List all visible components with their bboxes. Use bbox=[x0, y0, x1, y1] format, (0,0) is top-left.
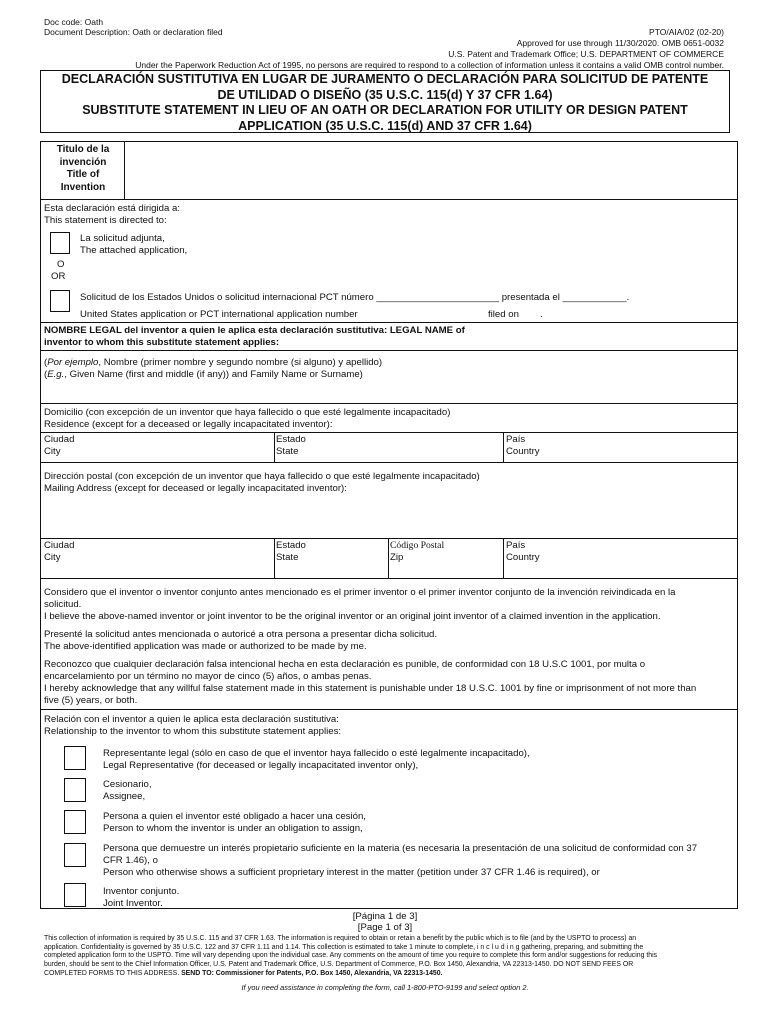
title-en-2: APPLICATION (35 U.S.C. 115(d) AND 37 CFR 1.64) bbox=[238, 118, 532, 133]
mailing-es: Dirección postal (con excepción de un inventor que haya fallecido o que esté legalmente incapacitado) bbox=[44, 471, 480, 482]
legal-name-field[interactable] bbox=[44, 382, 734, 402]
joint-inventor-checkbox[interactable] bbox=[64, 883, 86, 907]
assignee-es: Cesionario, bbox=[103, 779, 152, 790]
residence-es: Domicilio (con excepción de un inventor que haya fallecido o que esté legalmente incapacitado) bbox=[44, 407, 451, 418]
proprietary-interest-en: Person who otherwise shows a sufficient proprietary interest in the matter (petition under 37 CFR 1.46 is required), or bbox=[103, 867, 600, 878]
mailing-zip-en: Zip bbox=[390, 552, 404, 563]
assistance-note: If you need assistance in completing the form, call 1-800-PTO-9199 and select option 2. bbox=[241, 983, 529, 992]
belief-statement-es-2: solicitud. bbox=[44, 599, 82, 610]
us-or-pct-application-checkbox[interactable] bbox=[50, 290, 70, 312]
acknowledge-es-2: encarcelamiento por un término no mayor de cinco (5) años, o ambas penas. bbox=[44, 671, 372, 682]
acknowledge-es-1: Reconozco que cualquier declaración falsa intencional hecha en esta declaración es punible, de conformidad con 18 U.S.C 1001, por multa o bbox=[44, 659, 646, 670]
attached-application-es: La solicitud adjunta, bbox=[80, 233, 165, 244]
mailing-state-es: Estado bbox=[276, 540, 306, 551]
title-es-1: DECLARACIÓN SUSTITUTIVA EN LUGAR DE JURAMENTO O DECLARACIÓN PARA SOLICITUD DE PATENTE bbox=[61, 72, 709, 86]
mailing-state-en: State bbox=[276, 552, 299, 563]
us-pct-application-es: Solicitud de los Estados Unidos o solicitud internacional PCT número _______________________ presentada el ____________. bbox=[80, 292, 630, 303]
filed-on-label: filed on bbox=[488, 309, 519, 320]
legal-name-heading-2: inventor to whom this substitute statement applies: bbox=[44, 337, 280, 348]
relationship-en: Relationship to the inventor to whom this substitute statement applies: bbox=[44, 726, 342, 737]
or-es: O bbox=[57, 259, 65, 270]
proprietary-interest-es-2: CFR 1.46), o bbox=[103, 855, 158, 866]
mailing-city-es: Ciudad bbox=[44, 540, 75, 551]
form-number: PTO/AIA/02 (02-20) bbox=[649, 27, 724, 37]
presented-statement-es: Presenté la solicitud antes mencionada o autoricé a otra persona a presentar dicha solicitud. bbox=[44, 629, 438, 640]
acknowledge-en-1: I hereby acknowledge that any willful false statement made in this statement is punishable under 18 U.S.C. 1001 by fine or imprisonment of not more than bbox=[44, 683, 697, 694]
directed-to-en: This statement is directed to: bbox=[44, 215, 167, 226]
form-title bbox=[40, 70, 730, 133]
omb-approval: Approved for use through 11/30/2020. OMB 0651-0032 bbox=[516, 38, 724, 48]
mailing-zip-es: Código Postal bbox=[390, 540, 445, 551]
or-en: OR bbox=[51, 271, 66, 282]
filed-on-dot: . bbox=[540, 309, 543, 320]
title-es-2: DE UTILIDAD O DISEÑO (35 U.S.C. 115(d) Y 37 CFR 1.64) bbox=[217, 87, 553, 102]
assignee-en: Assignee, bbox=[103, 791, 146, 802]
proprietary-interest-es-1: Persona que demuestre un interés propietario suficiente en la materia (es necesaria la presentación de una solicitud de conformidad con 37 bbox=[103, 843, 698, 854]
directed-to-es: Esta declaración está dirigida a: bbox=[44, 203, 180, 214]
relationship-es: Relación con el inventor a quien le aplica esta declaración sustitutiva: bbox=[44, 714, 339, 725]
doc-code: Doc code: Oath bbox=[44, 17, 104, 27]
mailing-en: Mailing Address (except for deceased or legally incapacitated inventor): bbox=[44, 483, 347, 494]
doc-description: Document Description: Oath or declaration filed bbox=[44, 27, 223, 37]
residence-en: Residence (except for a deceased or legally incapacitated inventor): bbox=[44, 419, 333, 430]
invention-title-field[interactable] bbox=[126, 143, 736, 198]
proprietary-interest-checkbox[interactable] bbox=[64, 843, 86, 867]
assignee-checkbox[interactable] bbox=[64, 778, 86, 802]
residence-city-es: Ciudad bbox=[44, 434, 75, 445]
belief-statement-es-1: Considero que el inventor o inventor conjunto antes mencionado es el primer inventor o el primer inventor conjunto de la invención reivindicada en la bbox=[44, 587, 676, 598]
attached-application-checkbox[interactable] bbox=[50, 232, 70, 254]
acknowledge-en-2: five (5) years, or both. bbox=[44, 695, 138, 706]
residence-country-es: País bbox=[506, 434, 526, 445]
legal-representative-es: Representante legal (sólo en caso de que el inventor haya fallecido o esté legalmente incapacitado), bbox=[103, 748, 530, 759]
burden-statement: This collection of information is required by 35 U.S.C. 115 and 37 CFR 1.63. The information is required to obtain or retain a benefit by the public which is to file (and by the USPTO to process) an application. Confidentiality is governed by 35 U.S.C. 122 and 37 CFR 1.11 and 1.14. This collection is estimated to take 1 minute to complete, i n c l u d i n g gathering, preparing, and submitting the completed application form to the USPTO. Time will vary depending upon the individual case. Any comments on the amount of time you require to complete this form and/or suggestions for reducing this burden, should be sent to the Chief Information Officer, U.S. Patent and Trademark Office, U.S. Department of Commerce, P.O. Box 1450, Alexandria, VA 22313-1450. DO NOT SEND FEES OR COMPLETED FORMS TO THIS ADDRESS. SEND TO: Commissioner for Patents, P.O. Box 1450, Alexandria, VA 22313-1450. bbox=[44, 935, 658, 977]
attached-application-en: The attached application, bbox=[80, 245, 188, 256]
page-number-es: [Página 1 de 3] bbox=[352, 911, 418, 922]
joint-inventor-es: Inventor conjunto. bbox=[103, 886, 180, 897]
obligated-assignee-es: Persona a quien el inventor esté obligado a hacer una cesión, bbox=[103, 811, 366, 822]
legal-name-example-en: (E.g., Given Name (first and middle (if any)) and Family Name or Surname) bbox=[44, 369, 363, 380]
legal-name-heading-1: NOMBRE LEGAL del inventor a quien le aplica esta declaración sustitutiva: LEGAL NAME of bbox=[44, 325, 465, 336]
page-number-en: [Page 1 of 3] bbox=[357, 922, 413, 933]
belief-statement-en: I believe the above-named inventor or joint inventor to be the original inventor or an original joint inventor of a claimed invention in the application. bbox=[44, 611, 661, 622]
legal-representative-en: Legal Representative (for deceased or legally incapacitated inventor only), bbox=[103, 760, 419, 771]
presented-statement-en: The above-identified application was made or authorized to be made by me. bbox=[44, 641, 367, 652]
legal-representative-checkbox[interactable] bbox=[64, 746, 86, 770]
mailing-country-es: País bbox=[506, 540, 526, 551]
mailing-city-en: City bbox=[44, 552, 61, 563]
residence-country-en: Country bbox=[506, 446, 540, 457]
legal-name-example-es: (Por ejemplo, Nombre (primer nombre y segundo nombre (si alguno) y apellido) bbox=[44, 357, 383, 368]
us-pct-application-en: United States application or PCT international application number bbox=[80, 309, 358, 320]
agency-line: U.S. Patent and Trademark Office; U.S. DEPARTMENT OF COMMERCE bbox=[448, 49, 724, 59]
residence-state-en: State bbox=[276, 446, 299, 457]
paperwork-notice: Under the Paperwork Reduction Act of 1995, no persons are required to respond to a collection of information unless it contains a valid OMB control number. bbox=[135, 60, 724, 70]
title-en-1: SUBSTITUTE STATEMENT IN LIEU OF AN OATH OR DECLARATION FOR UTILITY OR DESIGN PATENT bbox=[82, 103, 688, 117]
joint-inventor-en: Joint Inventor. bbox=[103, 898, 163, 909]
residence-state-es: Estado bbox=[276, 434, 306, 445]
mailing-country-en: Country bbox=[506, 552, 540, 563]
mailing-address-field[interactable] bbox=[44, 497, 734, 537]
obligated-assignee-checkbox[interactable] bbox=[64, 810, 86, 834]
residence-city-en: City bbox=[44, 446, 61, 457]
invention-title-label: Titulo de la invención Title of Invention bbox=[56, 144, 110, 193]
obligated-assignee-en: Person to whom the inventor is under an obligation to assign, bbox=[103, 823, 363, 834]
